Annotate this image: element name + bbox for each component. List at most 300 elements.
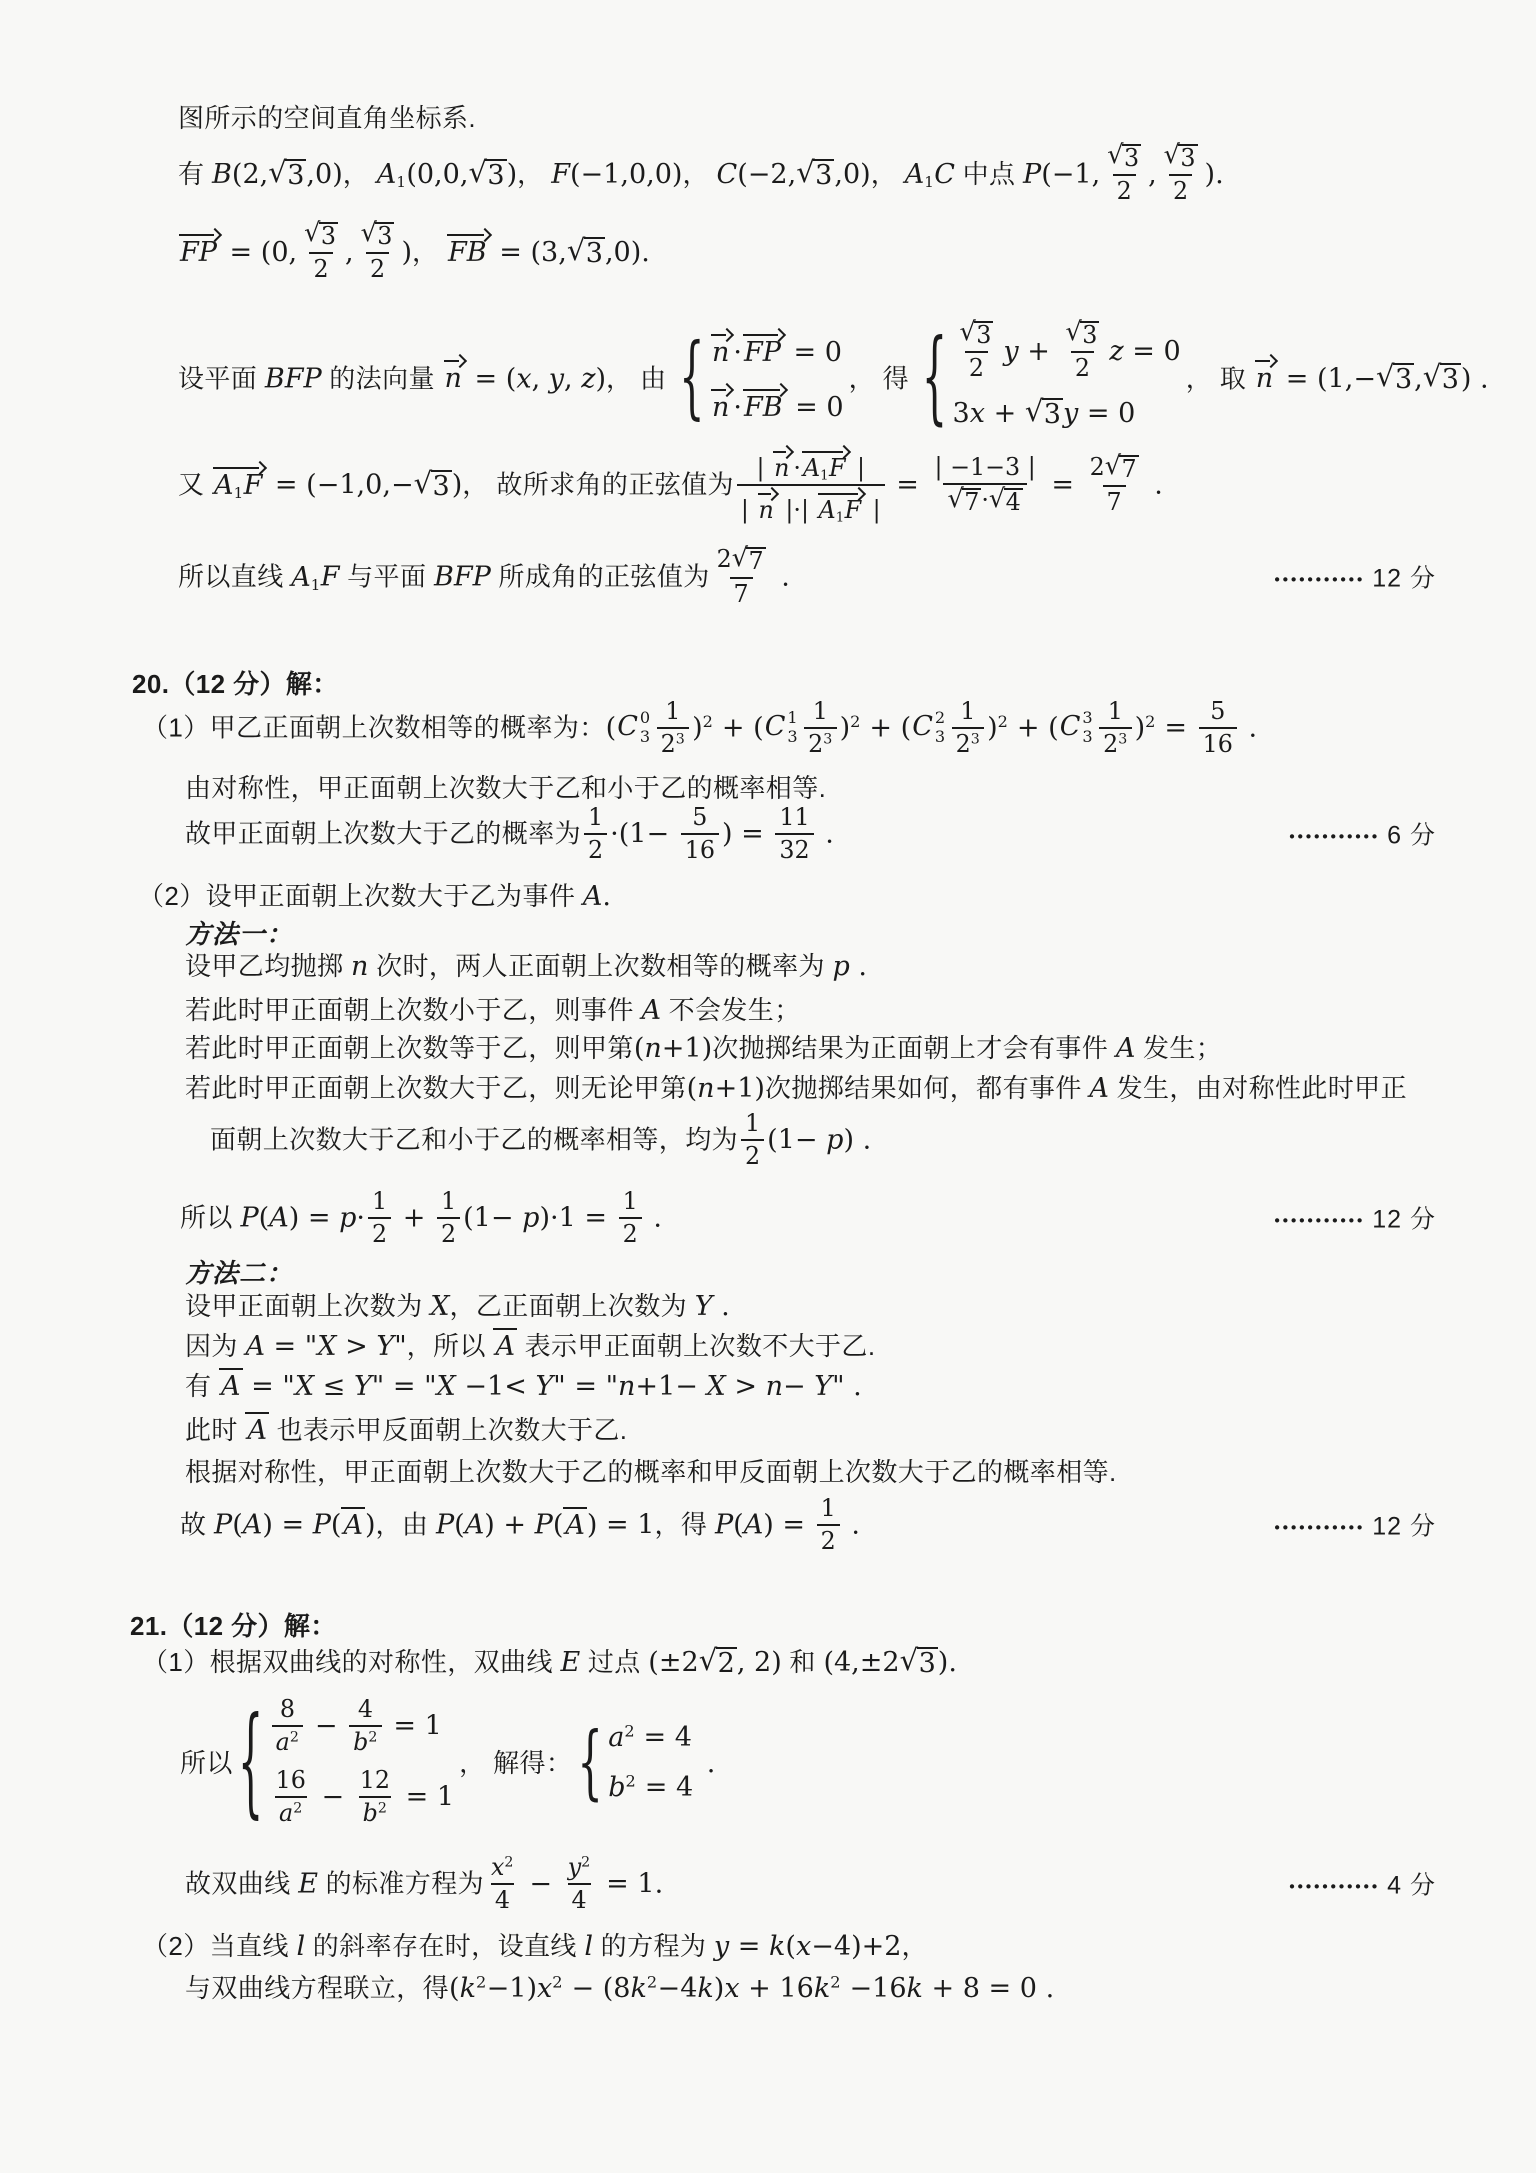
- math-variable: y: [713, 1931, 730, 1962]
- math-roman: (: [330, 1509, 342, 1541]
- radical: [468, 155, 506, 192]
- math-roman: 2: [441, 1219, 457, 1248]
- radical-body: [584, 237, 605, 268]
- math-roman: ): [1134, 712, 1146, 744]
- text-run: ， 解得：: [459, 1748, 573, 1779]
- superscript: 2: [552, 1972, 563, 1992]
- math-roman: (−1,: [1041, 159, 1101, 191]
- math-variable: k: [697, 1973, 714, 2004]
- math-variable: A: [221, 1371, 241, 1402]
- math-variable: FP: [743, 336, 781, 368]
- radical: [988, 483, 1023, 516]
- math-roman: .: [602, 881, 612, 912]
- math-roman: = (0,: [220, 237, 298, 269]
- math-variable: C: [764, 711, 786, 743]
- superscript: 2: [1145, 711, 1156, 731]
- text-run: 又: [178, 469, 213, 500]
- math-variable: b: [362, 1798, 378, 1827]
- math-roman: ) =: [262, 1509, 313, 1541]
- subscripted-variable: [377, 159, 407, 189]
- math-roman: +: [394, 1202, 434, 1234]
- radical-sign-icon: √: [947, 483, 965, 514]
- fraction-numerator: [357, 218, 399, 252]
- radical-body: [1440, 363, 1461, 394]
- fraction-denominator: [1199, 727, 1237, 758]
- math-roman: (: [552, 1509, 564, 1541]
- math-roman: 11: [779, 803, 810, 831]
- math-roman: .: [1239, 712, 1258, 744]
- fraction-numerator: [487, 1854, 518, 1883]
- text-run: 若此时甲正面朝上次数大于乙，则无论甲第: [185, 1073, 687, 1103]
- text-run: 方法一：: [185, 919, 294, 949]
- fraction-denominator: [584, 833, 607, 864]
- vector-overarrow: [443, 355, 466, 393]
- math-roman: −1<: [455, 1371, 536, 1402]
- text-run: 方法二：: [185, 1258, 294, 1288]
- text-run: ，所以: [406, 1331, 494, 1361]
- math-variable: y: [548, 363, 565, 395]
- math-roman: " .: [832, 1371, 862, 1402]
- math-roman: .: [849, 951, 868, 982]
- system-row: [269, 1766, 455, 1828]
- overline-bar: [219, 1368, 243, 1401]
- radical-sign-icon: √: [1422, 359, 1442, 394]
- fraction-numerator: [688, 804, 711, 833]
- fraction: [817, 1495, 840, 1554]
- radical: [360, 218, 395, 250]
- math-roman: =: [1042, 469, 1083, 501]
- cs-sup: 3: [1082, 708, 1094, 728]
- math-roman: .: [698, 1748, 716, 1780]
- radical: [1104, 450, 1139, 483]
- fraction-denominator: [437, 1217, 460, 1248]
- fraction-numerator: [1160, 140, 1202, 174]
- system-brace-icon: {: [237, 1694, 264, 1832]
- math-roman: >: [336, 1331, 377, 1362]
- math-variable: A: [495, 1331, 515, 1362]
- cs-sub: 3: [787, 726, 799, 746]
- math-roman: 3: [377, 222, 393, 250]
- math-variable: n: [711, 392, 730, 424]
- math-roman: ,0).: [604, 237, 650, 269]
- radical: [304, 218, 338, 250]
- math-variable: A: [242, 1509, 263, 1541]
- math-variable: y: [1003, 336, 1019, 368]
- math-roman: ·: [733, 392, 742, 424]
- fraction-numerator: [1104, 698, 1127, 727]
- math-variable: P: [534, 1509, 553, 1541]
- math-roman: ·: [733, 336, 742, 368]
- math-roman: 5: [692, 803, 708, 831]
- text-run: 有: [178, 159, 213, 190]
- overline-bar: [493, 1328, 517, 1361]
- math-roman: .: [644, 1202, 662, 1234]
- vector-overarrow: [772, 446, 793, 481]
- text-run: ，: [901, 1931, 928, 1961]
- fraction-numerator: [956, 317, 998, 351]
- superscript: 3: [823, 731, 833, 748]
- fraction-denominator: [1103, 485, 1126, 516]
- math-roman: = 1.: [597, 1868, 664, 1900]
- text-run: ，: [342, 159, 377, 190]
- math-variable: l: [584, 1931, 594, 1962]
- score-label: 12 分: [1372, 1204, 1436, 1233]
- combination-indices: [787, 710, 798, 745]
- math-roman: .: [712, 1291, 730, 1322]
- math-roman: −: [306, 1710, 347, 1742]
- vector-overarrow: [178, 229, 221, 267]
- fraction: [775, 804, 813, 863]
- math-variable: x: [795, 1931, 812, 1962]
- math-roman: +1): [714, 1073, 765, 1104]
- fraction: [349, 1696, 382, 1755]
- math-variable: p: [339, 1202, 357, 1234]
- fraction: [1099, 698, 1132, 757]
- math-roman: 1: [820, 1494, 836, 1522]
- radical-body: [319, 222, 338, 250]
- combination-indices: [640, 710, 651, 745]
- math-roman: (: [605, 712, 617, 744]
- text-run: 有: [185, 1371, 220, 1401]
- math-roman: ≤: [314, 1371, 354, 1402]
- math-variable: X: [430, 1291, 450, 1322]
- superscript: 2: [625, 1771, 637, 1791]
- radical-sign-icon: √: [796, 155, 816, 190]
- radical-body: [917, 1647, 938, 1678]
- score-dots-icon: •••••••••••: [1289, 827, 1381, 845]
- fraction-denominator: [309, 252, 332, 283]
- math-variable: A: [464, 1509, 485, 1541]
- math-roman: ): [839, 712, 851, 744]
- text-run: ，得: [654, 1509, 715, 1540]
- math-variable: P: [312, 1509, 331, 1541]
- math-roman: = 0: [1078, 398, 1136, 430]
- math-roman: 2: [313, 254, 329, 283]
- math-roman: −4)+2: [811, 1931, 902, 1962]
- math-roman: (: [454, 1509, 465, 1541]
- math-roman: |: [865, 495, 881, 524]
- math-variable: x: [969, 398, 985, 430]
- text-run: 与平面: [339, 561, 434, 592]
- combination-symbol: [912, 708, 945, 746]
- superscript: 2: [293, 1800, 303, 1817]
- system-row: [608, 1769, 693, 1807]
- math-variable: P: [714, 1509, 734, 1541]
- math-roman: 1: [745, 1109, 761, 1137]
- math-roman: = (1,−: [1277, 363, 1376, 395]
- cs-sup: 1: [787, 708, 799, 728]
- text-run: ，: [870, 159, 905, 190]
- math-variable: FB: [448, 237, 487, 269]
- math-roman: 2: [622, 1219, 638, 1248]
- math-roman: .: [1145, 469, 1163, 501]
- math-roman: ) .: [1460, 363, 1489, 395]
- fraction-denominator: [349, 1725, 382, 1756]
- line-normal-vector: [178, 317, 1500, 437]
- vector-overarrow: [742, 329, 785, 367]
- math-variable: y: [567, 1853, 582, 1881]
- math-variable: A: [214, 469, 234, 501]
- line-m2-setup: [185, 1288, 1500, 1326]
- radical: [899, 1643, 938, 1679]
- math-variable: a: [275, 1727, 290, 1756]
- combination-symbol: [617, 708, 650, 746]
- fraction: [564, 1854, 595, 1913]
- line-q20-part2-event: [138, 878, 1500, 916]
- math-roman: |: [740, 495, 757, 524]
- superscript: 2: [850, 711, 861, 731]
- fraction: [357, 218, 399, 283]
- fraction-denominator: [368, 1217, 391, 1248]
- system-row: [269, 1695, 442, 1757]
- math-variable: E: [560, 1647, 581, 1678]
- fraction: [487, 1854, 518, 1913]
- text-run: ，: [411, 237, 447, 268]
- text-run: 根据对称性，甲正面朝上次数大于乙的概率和甲反面朝上次数大于乙的概率相等.: [185, 1457, 1117, 1487]
- math-roman: 2: [1089, 452, 1105, 481]
- math-variable: n: [1255, 363, 1274, 395]
- superscript: 2: [624, 1721, 635, 1741]
- math-variable: k: [459, 1973, 476, 2004]
- text-run: （2）当直线: [142, 1931, 297, 1961]
- subscript: 1: [233, 483, 244, 502]
- math-roman: −16: [840, 1973, 907, 2004]
- math-roman: ) =: [763, 1509, 814, 1541]
- system-row: [608, 1719, 692, 1757]
- text-run: ， 故所求角的正弦值为: [462, 469, 734, 500]
- math-roman: 2: [955, 729, 971, 758]
- system-row: [710, 329, 842, 372]
- math-variable: F: [551, 159, 570, 191]
- math-variable: C: [716, 159, 738, 191]
- radical-sign-icon: √: [1065, 317, 1083, 347]
- radical-body: [813, 159, 834, 190]
- fraction-denominator: [491, 1883, 514, 1914]
- math-roman: 16: [275, 1766, 306, 1795]
- fraction: [300, 218, 342, 283]
- fraction-numerator: [619, 1188, 642, 1217]
- math-variable: E: [298, 1868, 318, 1900]
- math-variable: b: [353, 1727, 369, 1756]
- fraction-denominator: [366, 252, 389, 283]
- text-run: （2）设甲正面朝上次数大于乙为事件: [138, 881, 583, 911]
- math-roman: (1−: [463, 1202, 523, 1234]
- math-roman: 1: [812, 697, 828, 725]
- math-variable: y: [1063, 398, 1079, 430]
- line-point-coords: [178, 140, 1500, 206]
- fraction-denominator: [359, 1796, 392, 1827]
- superscript: 2: [368, 1729, 378, 1746]
- math-roman: =: [729, 1931, 770, 1962]
- score-mark: [1274, 1202, 1436, 1238]
- math-roman: 3: [1180, 144, 1196, 172]
- vector-overarrow: [801, 446, 850, 484]
- math-roman: 2: [1116, 176, 1132, 205]
- vector-overarrow: [710, 329, 733, 367]
- math-roman: 12: [359, 1766, 391, 1795]
- math-roman: 3: [1441, 364, 1459, 396]
- fraction-numerator: [817, 1495, 840, 1524]
- math-roman: ) =: [288, 1202, 340, 1234]
- fraction: [952, 698, 985, 757]
- fraction-numerator: [1086, 450, 1143, 485]
- math-variable: X: [294, 1371, 315, 1402]
- math-variable: n: [644, 1033, 662, 1064]
- system-row: [953, 395, 1136, 433]
- fraction: [368, 1188, 391, 1247]
- math-roman: 3: [287, 160, 305, 192]
- text-run: ， 得: [848, 363, 917, 394]
- text-run: ，: [682, 159, 717, 190]
- math-roman: 4: [571, 1885, 587, 1914]
- vector-overarrow: [1254, 355, 1277, 393]
- equation-system: [237, 1694, 455, 1832]
- radical: [1376, 359, 1414, 396]
- math-variable: A: [743, 1509, 764, 1541]
- radical-body: [1042, 398, 1063, 429]
- text-run: 若此时甲正面朝上次数小于乙，则事件: [185, 995, 642, 1025]
- math-roman: −: [783, 1371, 815, 1402]
- math-roman: = 4: [636, 1772, 694, 1804]
- math-variable: X: [706, 1371, 726, 1402]
- line-m1-case-equal: [185, 1030, 1500, 1068]
- line-q20-symmetry-note: [185, 770, 1500, 807]
- math-variable: F: [844, 495, 862, 524]
- fraction-numerator: [437, 1188, 460, 1217]
- math-roman: (: [258, 1202, 270, 1234]
- text-run: 由对称性，甲正面朝上次数大于乙和小于乙的概率相等.: [185, 773, 827, 803]
- math-roman: ·: [793, 454, 801, 482]
- text-run: 不会发生；: [660, 995, 801, 1025]
- vector-overarrow: [817, 488, 866, 523]
- cs-sup: 0: [639, 708, 651, 728]
- line-m1-case-greater-cont: [210, 1109, 1500, 1171]
- system-row: [953, 317, 1181, 383]
- math-roman: = (: [465, 363, 517, 395]
- superscript: 3: [675, 731, 686, 748]
- score-dots-icon: •••••••••••: [1274, 1211, 1366, 1229]
- radical-body: [485, 159, 506, 190]
- math-variable: F: [243, 469, 263, 501]
- line-sine-calculation: [178, 448, 1500, 525]
- math-roman: + (: [860, 712, 912, 744]
- fraction-denominator: [568, 1883, 591, 1914]
- text-run: 中点: [954, 159, 1024, 190]
- math-roman: +1): [661, 1033, 713, 1064]
- math-roman: 16: [684, 835, 715, 864]
- fraction-denominator: [965, 351, 988, 382]
- math-roman: 1: [960, 697, 976, 725]
- score-label: 12 分: [1372, 563, 1436, 592]
- math-variable: A: [565, 1509, 585, 1541]
- fraction-numerator: [276, 1696, 299, 1725]
- math-roman: 4: [357, 1695, 374, 1723]
- math-roman: 1: [588, 803, 604, 831]
- superscript: 2: [581, 1854, 591, 1871]
- math-variable: n: [711, 336, 730, 368]
- math-roman: 5: [1210, 697, 1226, 725]
- radical: [413, 465, 452, 502]
- combination-indices: [1082, 710, 1093, 745]
- math-roman: .: [842, 1509, 860, 1541]
- overline-bar: [245, 1412, 269, 1445]
- vector-overarrow: [757, 488, 778, 523]
- vector-overarrow: [212, 462, 266, 500]
- radical-sign-icon: √: [899, 1643, 919, 1677]
- math-roman: 3: [585, 238, 603, 270]
- math-roman: ): [401, 237, 412, 269]
- math-roman: ) .: [843, 1124, 872, 1156]
- math-roman: (: [733, 1509, 744, 1541]
- math-roman: ) =: [722, 818, 773, 850]
- math-roman: = 0: [786, 392, 844, 424]
- superscript: 2: [377, 1800, 388, 1817]
- line-m2-identity: [185, 1368, 1500, 1406]
- math-roman: 16: [1202, 729, 1233, 758]
- fraction-numerator: [661, 698, 684, 727]
- math-variable: l: [296, 1931, 306, 1962]
- math-roman: ,: [1148, 159, 1157, 191]
- fraction-numerator: [356, 1767, 394, 1796]
- math-variable: z: [1109, 336, 1124, 368]
- system-brace-icon: {: [921, 320, 948, 437]
- fraction-denominator: [730, 577, 753, 608]
- math-roman: 2: [808, 729, 824, 758]
- combination-symbol: [1060, 708, 1093, 746]
- radical: [1065, 317, 1100, 349]
- score-label: 12 分: [1372, 1511, 1436, 1540]
- line-m2-tails-note: [185, 1412, 1500, 1449]
- text-run: 所以: [180, 1202, 241, 1233]
- fraction-denominator: [741, 1139, 764, 1170]
- math-roman: +: [1018, 336, 1059, 368]
- text-run: 若此时甲正面朝上次数等于乙，则甲第: [185, 1033, 634, 1063]
- system-brace-icon: {: [577, 1716, 604, 1810]
- fraction-numerator: [956, 698, 979, 727]
- text-run: 的方程为: [593, 1931, 714, 1961]
- fraction: [356, 1767, 394, 1826]
- cs-sub: 3: [934, 726, 946, 746]
- math-variable: A: [376, 159, 397, 191]
- text-run: ，由: [375, 1509, 436, 1540]
- math-roman: ,: [344, 237, 354, 269]
- radical-body: [1122, 144, 1141, 172]
- math-roman: ·(1−: [610, 818, 678, 850]
- text-run: 发生，由对称性此时甲正: [1108, 1073, 1407, 1103]
- math-variable: X: [317, 1331, 337, 1362]
- math-variable: Y: [353, 1371, 372, 1402]
- fraction: [931, 454, 1040, 515]
- math-variable: A: [247, 1415, 267, 1446]
- text-run: 21.（12 分）解：: [130, 1611, 337, 1641]
- fraction: [437, 1188, 460, 1247]
- equation-system: [577, 1716, 694, 1810]
- math-roman: 1: [1107, 697, 1123, 725]
- math-variable: x: [491, 1853, 505, 1881]
- math-variable: A: [904, 159, 925, 191]
- math-variable: n: [765, 1371, 784, 1402]
- text-run: 图所示的空间直角坐标系.: [178, 103, 477, 133]
- math-roman: ): [595, 363, 607, 395]
- math-roman: (−1,0,0): [569, 159, 683, 191]
- math-roman: .: [772, 561, 790, 593]
- radical-body: [1119, 455, 1138, 483]
- text-run: 的斜率存在时，设直线: [305, 1931, 585, 1961]
- line-q21-header: [130, 1608, 1500, 1645]
- radical: [1024, 394, 1063, 431]
- math-variable: FB: [743, 392, 783, 424]
- math-variable: a: [608, 1721, 625, 1753]
